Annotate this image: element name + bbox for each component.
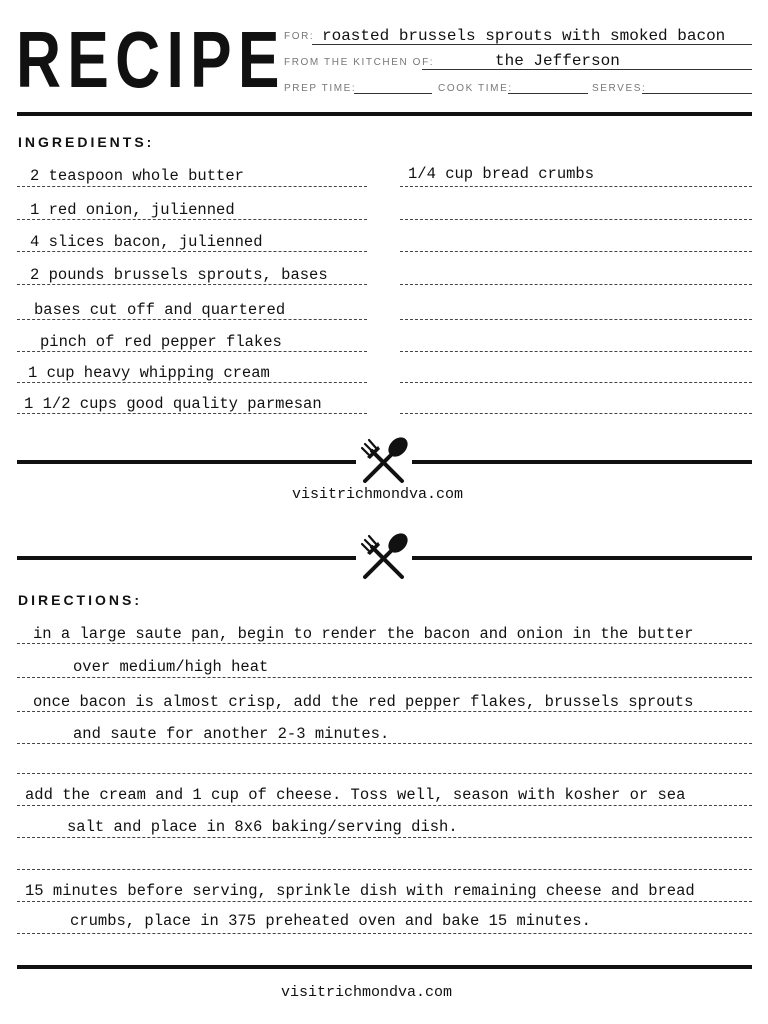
for-value: roasted brussels sprouts with smoked bacon [322,27,726,45]
direction-line [17,773,752,774]
direction-text: in a large saute pan, begin to render the bacon and onion in the butter [33,625,694,643]
ingredient-line [400,351,752,352]
ingredient-line [400,251,752,252]
ingredient-item: 1 1/2 cups good quality parmesan [24,395,322,413]
ingredient-line [17,186,367,187]
ingredient-item: pinch of red pepper flakes [40,333,282,351]
ingredient-line [17,219,367,220]
ingredient-line [17,351,367,352]
recipe-title: RECIPE [16,15,286,104]
ingredient-line [17,251,367,252]
direction-line [17,837,752,838]
fork-spoon-icon [356,532,412,582]
kitchen-label: FROM THE KITCHEN OF: [284,57,435,68]
cook-time-line [508,93,588,94]
ingredient-item: 1 cup heavy whipping cream [28,364,270,382]
ingredient-item: 2 pounds brussels sprouts, bases [30,266,328,284]
direction-text: add the cream and 1 cup of cheese. Toss well, season with kosher or sea [25,786,686,804]
ingredient-line [400,319,752,320]
site-link-mid[interactable]: visitrichmondva.com [292,486,464,503]
site-link-footer[interactable]: visitrichmondva.com [281,984,453,1001]
header-rule [17,112,752,116]
cook-time-label: COOK TIME: [438,83,513,94]
ingredient-line [400,413,752,414]
ingredients-label: INGREDIENTS: [18,134,155,150]
direction-line [17,711,752,712]
ingredient-item: 1 red onion, julienned [30,201,235,219]
ingredient-line [17,413,367,414]
ingredient-item: 2 teaspoon whole butter [30,167,244,185]
directions-label: DIRECTIONS: [18,592,142,608]
direction-text: over medium/high heat [73,658,269,676]
serves-label: SERVES: [592,83,647,94]
direction-line [17,643,752,644]
direction-text: 15 minutes before serving, sprinkle dish with remaining cheese and bread [25,882,695,900]
direction-line [17,805,752,806]
footer-rule [17,965,752,969]
serves-line [642,93,752,94]
direction-line [17,677,752,678]
ingredient-line [17,382,367,383]
prep-time-line [354,93,432,94]
kitchen-value: the Jefferson [495,52,620,70]
fork-spoon-icon [356,436,412,486]
ingredient-item: 1/4 cup bread crumbs [408,165,595,183]
ingredient-line [400,219,752,220]
direction-line [17,869,752,870]
direction-line [17,933,752,934]
direction-text: salt and place in 8x6 baking/serving dish. [67,818,458,836]
ingredient-line [400,284,752,285]
direction-text: crumbs, place in 375 preheated oven and bake 15 minutes. [70,912,591,930]
ingredient-line [17,284,367,285]
direction-text: and saute for another 2-3 minutes. [73,725,390,743]
ingredient-line [400,382,752,383]
direction-line [17,743,752,744]
direction-text: once bacon is almost crisp, add the red pepper flakes, brussels sprouts [33,693,694,711]
ingredient-item: 4 slices bacon, julienned [30,233,263,251]
ingredient-line [400,186,752,187]
for-label: FOR: [284,31,315,42]
prep-time-label: PREP TIME: [284,83,357,94]
ingredient-line [17,319,367,320]
direction-line [17,901,752,902]
ingredient-item: bases cut off and quartered [34,301,286,319]
